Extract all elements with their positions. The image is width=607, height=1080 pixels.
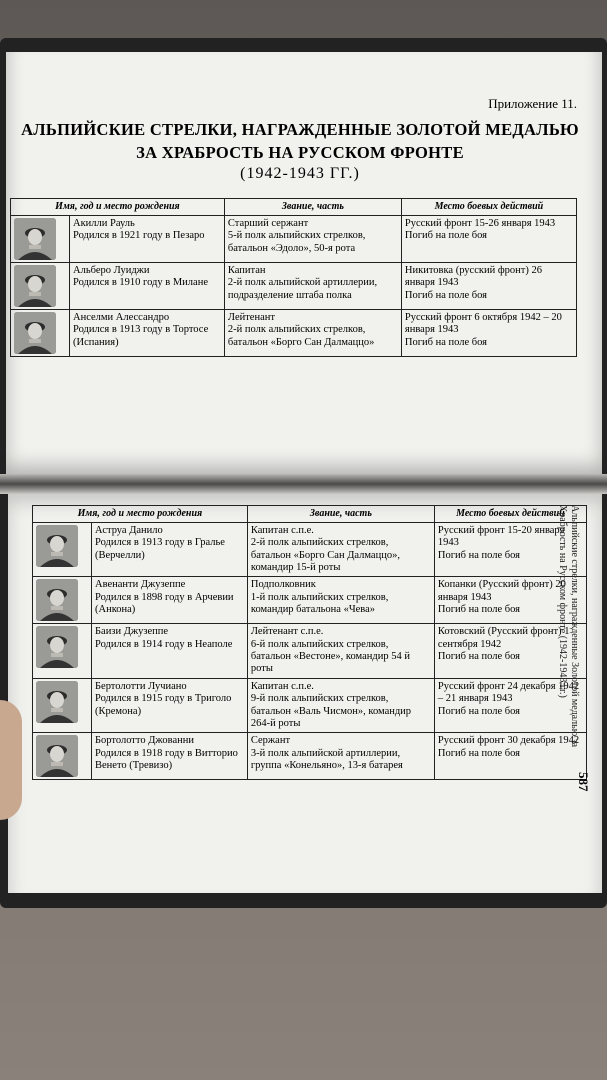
- person-name: Бертолотти Лучиано: [95, 680, 187, 692]
- person-name: Баизи Джузеппе: [95, 626, 169, 638]
- name-cell: [70, 215, 225, 262]
- battle-place: Копанки (Русский фронт) 20 января 1943: [437, 579, 566, 603]
- portrait-photo: [11, 262, 70, 309]
- unit: 9-й полк альпийских стрелков, батальон «Валь Чисмон», командир 264-й роты: [250, 693, 412, 729]
- name-cell: [70, 262, 225, 309]
- birth-info: Родился в 1898 году в Арчевии (Анкона): [95, 591, 234, 616]
- appendix-label: Приложение 11.: [488, 96, 577, 111]
- table-row: [11, 262, 577, 309]
- birth-info: Родился в 1918 году в Витторио Венето (Тревизо): [95, 747, 238, 772]
- unit: 5-й полк альпийских стрелков, батальон «Эдоло», 50-я рота: [227, 230, 366, 254]
- person-name: Бортолотто Джованни: [95, 735, 194, 747]
- portrait-photo: [33, 624, 92, 679]
- unit: 1-й полк альпийских стрелков, командир батальона «Чева»: [250, 591, 389, 616]
- unit: 3-й полк альпийской артиллерии, группа «Конельяно», 13-я батарея: [250, 747, 403, 772]
- rank: Капитан с.п.е.: [250, 680, 314, 692]
- birth-info: Родился в 1915 году в Триголо (Кремона): [95, 693, 232, 717]
- rank-cell: [247, 624, 434, 679]
- book-gutter: [0, 474, 607, 494]
- page-title-line-1: АЛЬПИЙСКИЕ СТРЕЛКИ, НАГРАЖДЕННЫЕ ЗОЛОТОЙ МЕДАЛЬЮ: [21, 120, 579, 139]
- person-name: Аструа Данило: [95, 524, 163, 536]
- name-cell: [92, 624, 248, 679]
- unit: 2-й полк альпийских стрелков, батальон «Борго Сан Далмаццо», командир 15-й роты: [250, 537, 400, 573]
- rank-cell: [247, 577, 434, 624]
- name-cell: [92, 733, 248, 780]
- portrait-photo: [33, 522, 92, 577]
- header-name: Имя, год и место рождения: [33, 506, 248, 523]
- fate: Погиб на поле боя: [404, 289, 487, 301]
- battle-place: Котовский (Русский фронт) 1 сентября 1942: [437, 626, 570, 650]
- fate: Погиб на поле боя: [437, 604, 520, 616]
- battle-place: Русский фронт 6 октября 1942 – 20 января 1943: [404, 311, 562, 336]
- person-name: Акилли Рауль: [73, 217, 135, 229]
- rank-cell: [224, 309, 401, 356]
- name-cell: [92, 522, 248, 577]
- birth-info: Родился в 1914 году в Неаполе: [95, 638, 233, 650]
- rank-cell: [224, 215, 401, 262]
- battle-place: Русский фронт 15-26 января 1943: [404, 217, 556, 229]
- rank-cell: [247, 522, 434, 577]
- rank: Капитан с.п.е.: [250, 524, 314, 536]
- header-rank: Звание, часть: [224, 199, 401, 216]
- battle-place: Никитовка (русский фронт) 26 января 1943: [404, 264, 542, 289]
- birth-info: Родился в 1921 году в Пезаро: [73, 230, 205, 242]
- awards-table-top: [10, 198, 577, 357]
- person-name: Авенанти Джузеппе: [95, 579, 186, 591]
- rank-cell: [247, 733, 434, 780]
- battle-place: Русский фронт 15-20 января 1943: [437, 524, 565, 549]
- header-place: Место боевых действий: [434, 506, 586, 523]
- birth-info: Родился в 1913 году в Гралье (Верчелли): [95, 537, 225, 561]
- rank: Сержант: [250, 735, 291, 747]
- fate: Погиб на поле боя: [404, 336, 487, 348]
- table-row: [33, 522, 587, 577]
- place-cell: [401, 309, 576, 356]
- table-row: [33, 678, 587, 733]
- birth-info: Родился в 1910 году в Милане: [73, 277, 208, 289]
- rank: Лейтенант с.п.е.: [250, 626, 324, 638]
- page-number: 587: [576, 772, 591, 792]
- portrait-photo: [33, 577, 92, 624]
- unit: 2-й полк альпийских стрелков, батальон «Борго Сан Далмаццо»: [227, 324, 375, 348]
- name-cell: [92, 678, 248, 733]
- table-row: [33, 577, 587, 624]
- battle-place: Русский фронт 30 декабря 1942: [437, 735, 580, 747]
- portrait-photo: [33, 733, 92, 780]
- person-name: Альберо Луиджи: [73, 264, 150, 276]
- fate: Погиб на поле боя: [404, 230, 487, 242]
- place-cell: [401, 262, 576, 309]
- place-cell: [401, 215, 576, 262]
- header-rank: Звание, часть: [247, 506, 434, 523]
- table-header-row: [33, 506, 587, 523]
- name-cell: [92, 577, 248, 624]
- fate: Погиб на поле боя: [437, 549, 520, 561]
- fate: Погиб на поле боя: [437, 705, 520, 717]
- rank: Подполковник: [250, 579, 316, 591]
- header-place: Место боевых действий: [401, 199, 576, 216]
- page-title-line-2: ЗА ХРАБРОСТЬ НА РУССКОМ ФРОНТЕ: [136, 143, 464, 162]
- battle-place: Русский фронт 24 декабря 1942 – 21 января 1943: [437, 680, 580, 705]
- awards-table-bottom: [32, 505, 587, 780]
- portrait-photo: [11, 309, 70, 356]
- rank: Старший сержант: [227, 217, 309, 229]
- fate: Погиб на поле боя: [437, 747, 520, 759]
- rank: Лейтенант: [227, 311, 275, 323]
- table-row: [11, 309, 577, 356]
- portrait-photo: [11, 215, 70, 262]
- table-row: [33, 733, 587, 780]
- person-name: Анселми Алессандро: [73, 311, 170, 323]
- fate: Погиб на поле боя: [437, 651, 520, 663]
- birth-info: Родился в 1913 году в Тортосе (Испания): [73, 324, 209, 348]
- rank-cell: [224, 262, 401, 309]
- header-name: Имя, год и место рождения: [11, 199, 225, 216]
- running-title-vertical: Альпийские стрелки, награжденные Золотой медалью за Храбрость на Русском фронте (1942-1943 гг.): [557, 505, 580, 748]
- rank-cell: [247, 678, 434, 733]
- unit: 6-й полк альпийских стрелков, батальон «Вестоне», командир 54 й роты: [250, 638, 410, 675]
- portrait-photo: [33, 678, 92, 733]
- page-title-years: (1942-1943 ГГ.): [240, 165, 360, 182]
- table-row: [33, 624, 587, 679]
- table-row: [11, 215, 577, 262]
- name-cell: [70, 309, 225, 356]
- unit: 2-й полк альпийской артиллерии, подразделение штаба полка: [227, 277, 378, 301]
- table-header-row: [11, 199, 577, 216]
- holding-thumb: [0, 700, 22, 820]
- rank: Капитан: [227, 264, 266, 276]
